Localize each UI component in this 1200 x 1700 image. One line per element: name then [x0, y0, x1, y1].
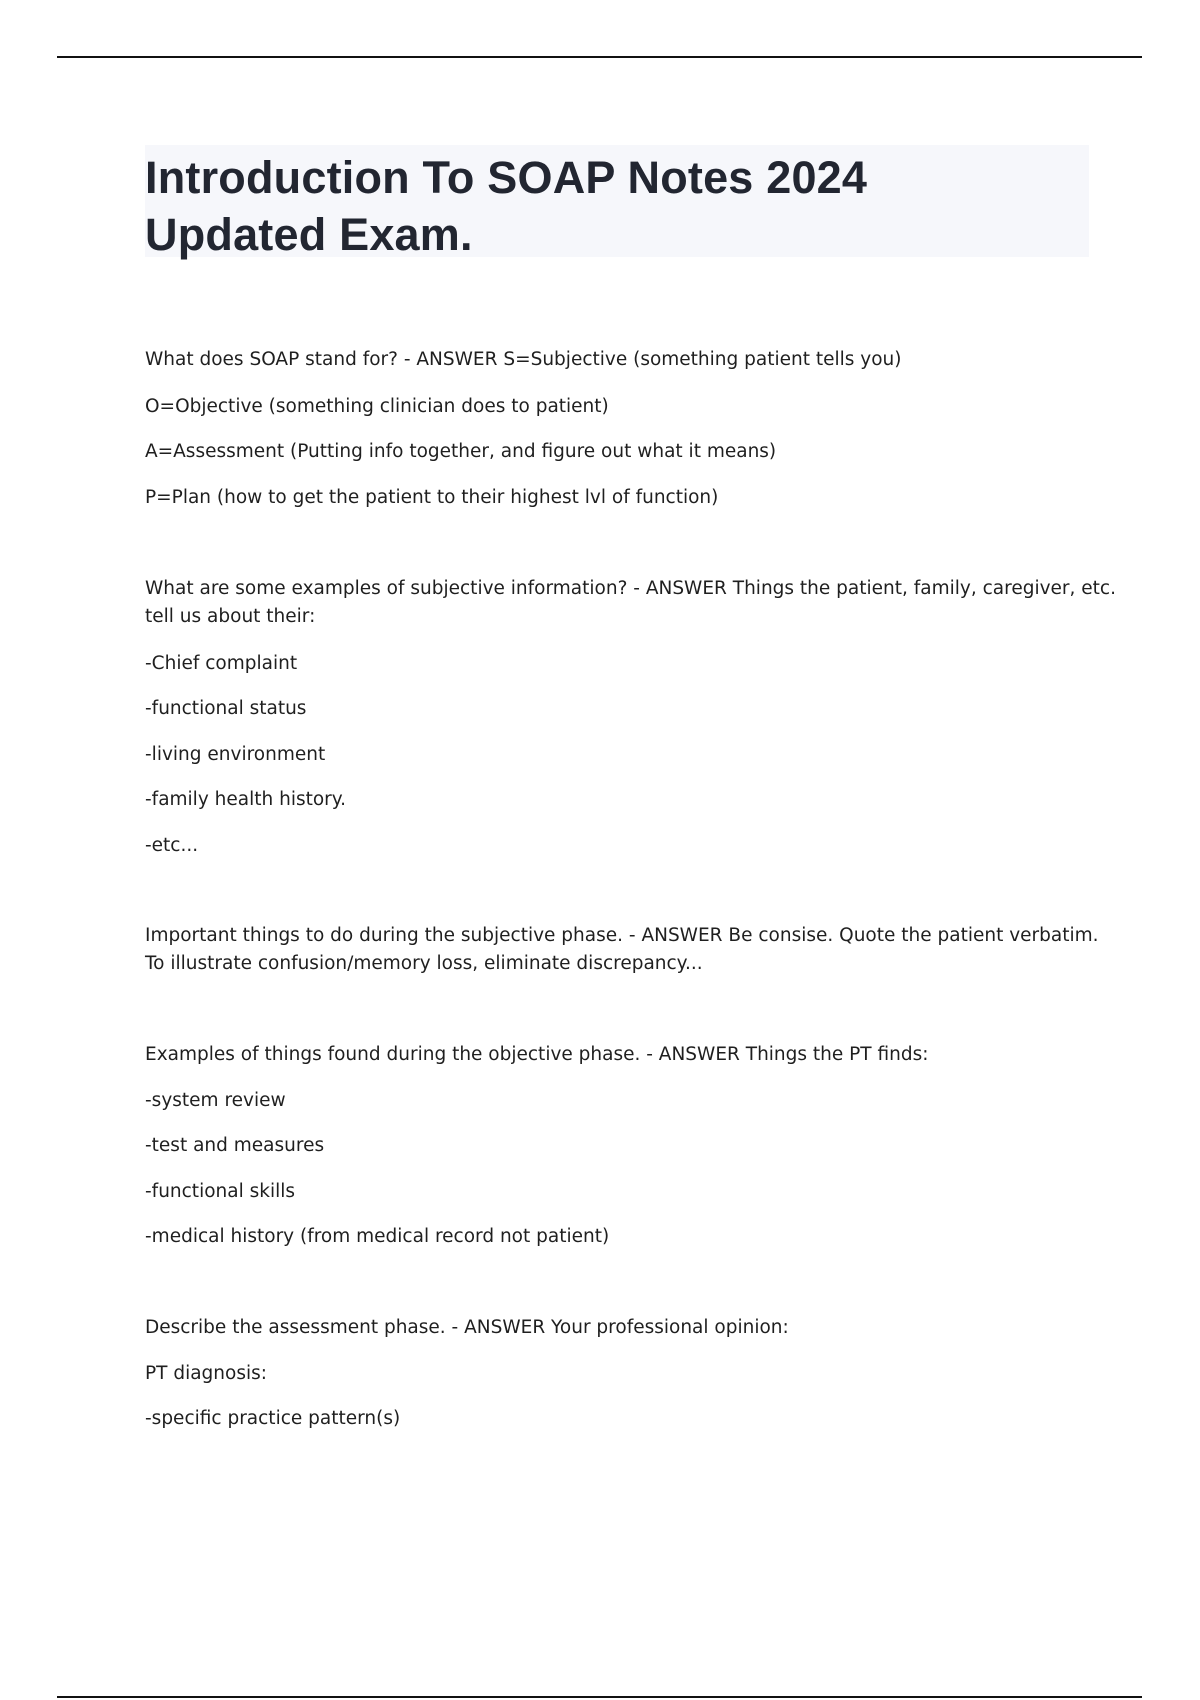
document-title — [145, 145, 1089, 263]
answer-line: P=Plan (how to get the patient to their highest lvl of function) — [145, 487, 719, 508]
answer-line: O=Objective (something clinician does to patient) — [145, 396, 609, 417]
list-item: -functional status — [145, 698, 307, 719]
list-item: -Chief complaint — [145, 653, 298, 674]
question-objective-phase: Examples of things found during the objective phase. - ANSWER Things the PT finds: — [145, 1044, 929, 1065]
list-item: PT diagnosis: — [145, 1363, 267, 1384]
title-banner — [145, 145, 1089, 260]
question-subjective-phase: Important things to do during the subjective phase. - ANSWER Be consise. Quote the patient verbatim. — [145, 925, 1099, 946]
question-subjective-examples-cont: tell us about their: — [145, 606, 316, 627]
title-line-1: Introduction To SOAP Notes 2024 — [145, 152, 868, 203]
list-item: -specific practice pattern(s) — [145, 1408, 401, 1429]
bottom-divider — [57, 1696, 1142, 1698]
list-item: -test and measures — [145, 1135, 325, 1156]
list-item: -medical history (from medical record not patient) — [145, 1226, 610, 1247]
title-line-2: Updated Exam. — [145, 209, 473, 260]
list-item: -etc... — [145, 835, 199, 856]
question-subjective-examples: What are some examples of subjective information? - ANSWER Things the patient, family, caregiver, etc. — [145, 578, 1116, 599]
answer-line: A=Assessment (Putting info together, and figure out what it means) — [145, 441, 777, 462]
question-subjective-phase-cont: To illustrate confusion/memory loss, eliminate discrepancy... — [145, 953, 703, 974]
list-item: -family health history. — [145, 789, 346, 810]
list-item: -living environment — [145, 744, 326, 765]
top-divider — [57, 56, 1142, 58]
list-item: -system review — [145, 1090, 286, 1111]
list-item: -functional skills — [145, 1181, 296, 1202]
question-soap: What does SOAP stand for? - ANSWER S=Subjective (something patient tells you) — [145, 349, 902, 370]
question-assessment-phase: Describe the assessment phase. - ANSWER Your professional opinion: — [145, 1317, 789, 1338]
